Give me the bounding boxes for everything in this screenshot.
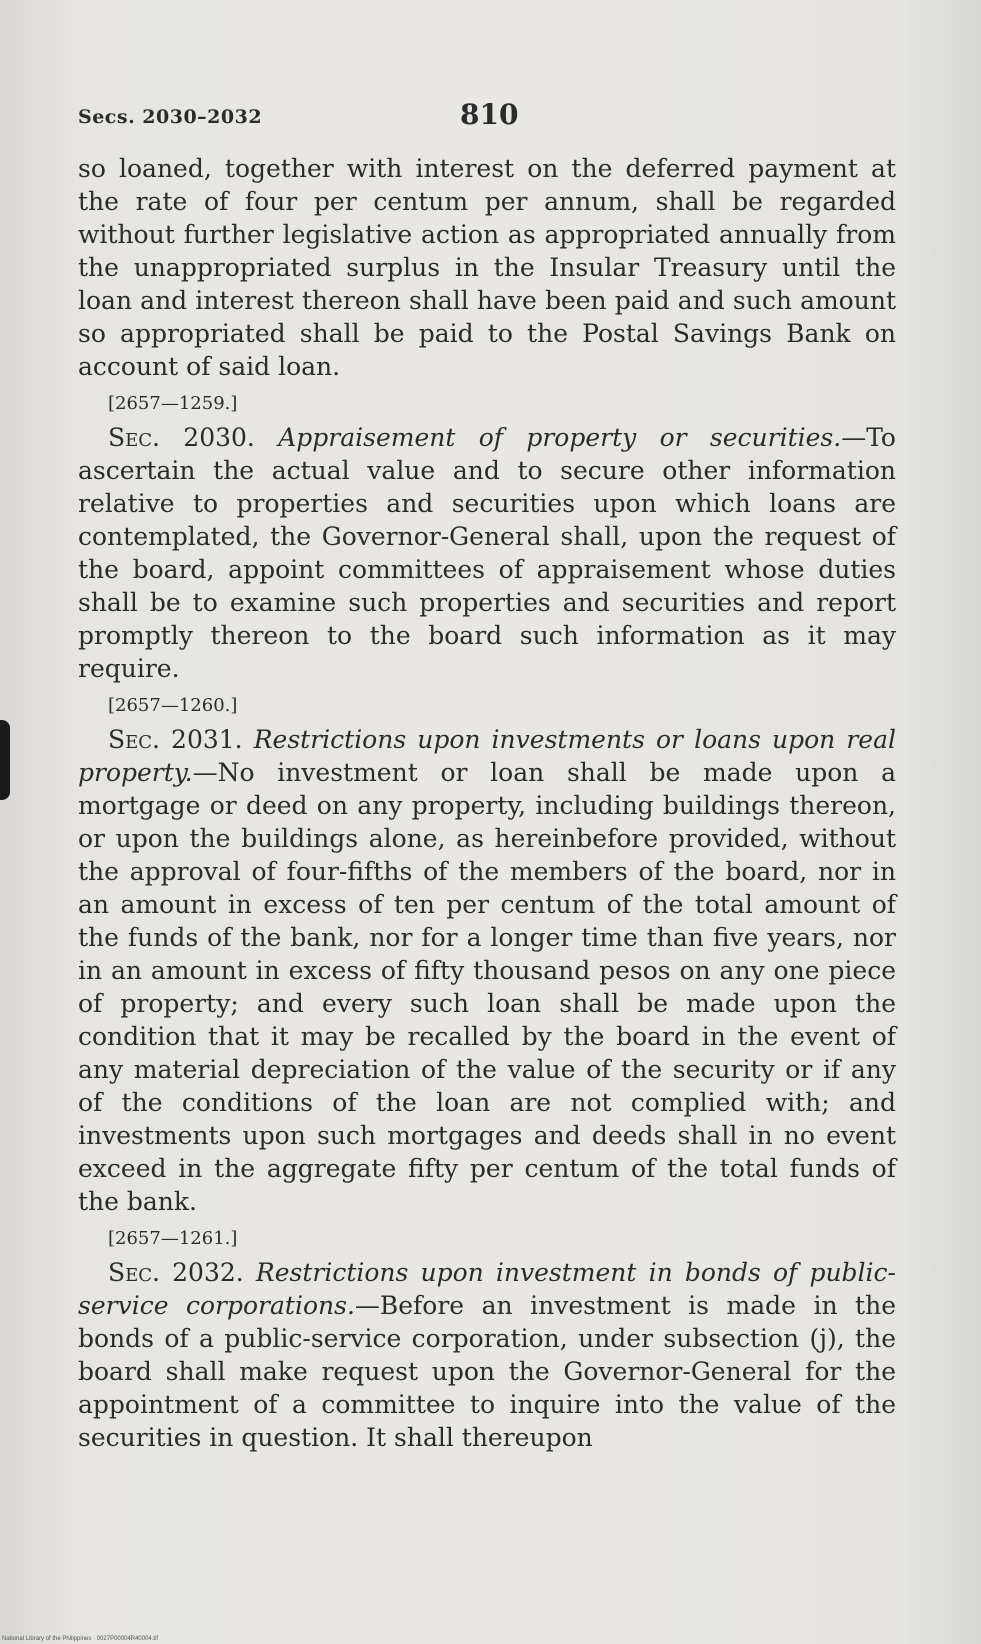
section-2031 — [78, 723, 896, 1218]
section-title: Restrictions upon investments or loans upon real property. — [78, 725, 896, 787]
section-text: —To ascertain the actual value and to secure other information relative to properties and securities upon which loans are contemplated, the Governor-General shall, upon the request of the board, appoint committees of appraisement whose duties shall be to examine such properties and securities and report promptly thereon to the board such information as it may require. — [78, 423, 896, 683]
section-label: Sec. 2031. — [108, 725, 243, 754]
section-label: Sec. 2030. — [108, 423, 255, 452]
section-label: Sec. 2032. — [108, 1258, 244, 1287]
citation-2031: [2657—1260.] — [108, 695, 238, 716]
section-title: Restrictions upon investment in bonds of public-service corporations. — [78, 1258, 896, 1320]
section-2030 — [78, 421, 896, 685]
section-2032 — [78, 1256, 896, 1454]
section-range: Secs. 2030–2032 — [78, 106, 263, 128]
citation-2032: [2657—1261.] — [108, 1228, 238, 1249]
page-header — [78, 98, 898, 138]
continuation-paragraph: so loaned, together with interest on the deferred payment at the rate of four per centum per annum, shall be regarded without further legislative action as appropriated annually from the unappropriated surplus in the Insular Treasury until the loan and interest thereon shall have been paid and such amount so appropriated shall be paid to the Postal Savings Bank on account of said loan. — [78, 154, 896, 381]
page-number: 810 — [460, 98, 519, 131]
section-text: —No investment or loan shall be made upon a mortgage or deed on any property, including buildings thereon, or upon the buildings alone, as hereinbefore provided, without the approval of four-fifths of the members of the board, nor in an amount in excess of ten per centum of the total amount of the funds of the bank, nor for a longer time than five years, nor in an amount in excess of fifty thousand pesos on any one piece of property; and every such loan shall be made upon the condition that it may be recalled by the board in the event of any material depreciation of the value of the security or if any of the conditions of the loan are not complied with; and investments upon such mortgages and deeds shall in no event exceed in the aggregate fifty per centum of the total funds of the bank. — [78, 758, 896, 1216]
source-footer: National Library of the Philippines · 0027P00004R40004.tif — [2, 1636, 159, 1642]
page-body — [78, 152, 896, 1454]
binding-edge-mark — [0, 720, 10, 800]
section-text: —Before an investment is made in the bonds of a public-service corporation, under subsection (j), the board shall make request upon the Governor-General for the appointment of a committee to inquire into the value of the securities in question. It shall thereupon — [78, 1291, 896, 1452]
section-title: Appraisement of property or securities. — [278, 423, 842, 452]
citation-2030: [2657—1259.] — [108, 393, 238, 414]
